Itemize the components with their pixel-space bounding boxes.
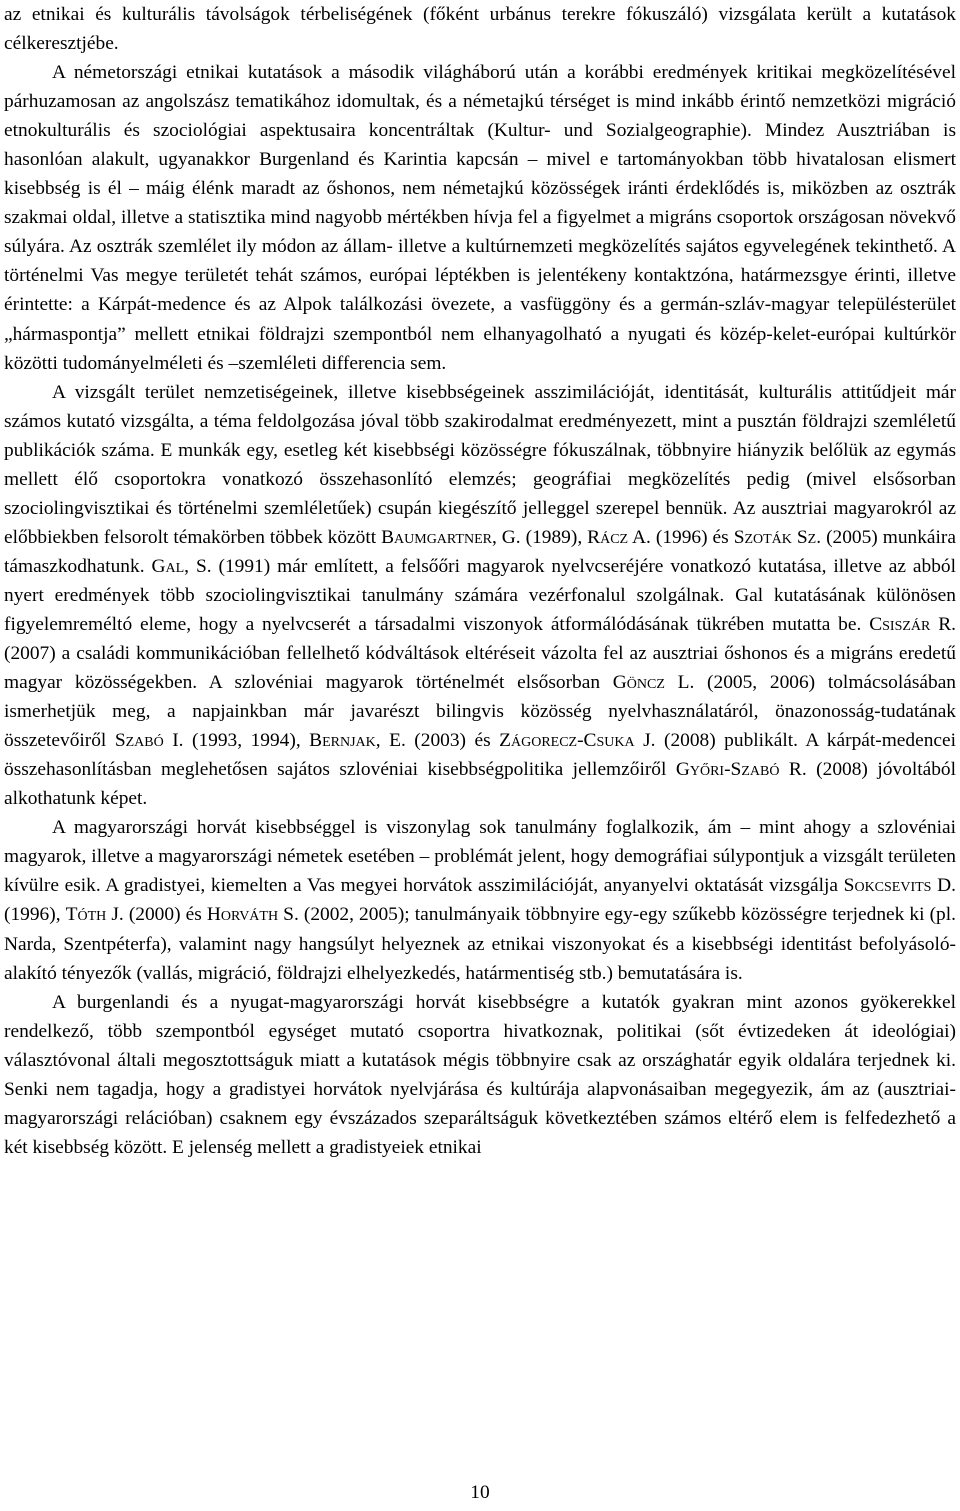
body-paragraph: [4, 0, 956, 58]
body-paragraph: [4, 378, 956, 814]
author-name: Gal: [151, 555, 185, 577]
text-run: . (2005) munkáira támaszkodhatunk.: [4, 526, 956, 577]
author-name: Baumgartner: [381, 526, 492, 548]
text-run: , G. (1989),: [491, 526, 588, 548]
text-run: , E. (2003) és: [375, 730, 500, 752]
text-run: L. (2005, 2006) tolmácsolásában ismerhetjük meg, a napjainkban már javarészt bilingvis közösség nyelvhasználatáról, önazonosság-tudatának összetevőiről: [4, 672, 956, 752]
text-run: , S. (1991) már említett, a felsőőri magyarok nyelvcseréjére vonatkozó kutatása, illetve az abból nyert eredmények több szociolingvisztikai tanulmány számára vezérfonalul szolgálnak. Gal kutatásának különösen figyelemreméltó eleme, hogy a nyelvcserét a társadalmi viszonyok átformálódásának tükrében mutatta be.: [4, 555, 956, 635]
text-run: R. (2007) a családi kommunikációban fellelhető kódváltások eltéréseit vázolta fel az ausztriai őshonos és a migráns eredetű magyar közösségekben. A szlovéniai magyarok történelmét elsősorban: [4, 613, 956, 694]
author-name: Rácz: [587, 526, 629, 548]
author-name: Horváth: [206, 904, 279, 926]
body-paragraph: [4, 988, 956, 1162]
text-run: J. (2008) publikált. A kárpát-medencei összehasonlításban meglehetősen sajátos szlovéniai kisebbségpolitika jellemzőiről: [4, 730, 956, 781]
text-run: A németországi etnikai kutatások a második világháború után a korábbi eredmények kritikai megközelítésével párhuzamosan az angolszász tematikához idomultak, és a németajkú térséget is mind inkább érintő nemzetközi migráció etnokulturális és szociológiai aspektusaira koncentráltak (Kultur- und Sozialgeographie). Mindez Ausztriában is hasonlóan alakult, ugyanakkor Burgenland és Karintia kapcsán – mivel e tartományokban több hivatalosan elismert kisebbség is él – máig élénk maradt az őshonos, nem németajkú közösségek iránti érdeklődés is, miközben az osztrák szakmai oldal, illetve a statisztika mind nagyobb mértékben hívja fel a figyelmet a migráns csoportok országosan növekvő súlyára. Az osztrák szemlélet ily módon az állam- illetve a kultúrnemzeti megközelítés sajátos egyvelegének tekinthető. A történelmi Vas megye területét tehát számos, európai léptékben is jelentékeny kontaktzóna, határmezsgye érinti, illetve érintette: a Kárpát-medence és az Alpok találkozási övezete, a vasfüggöny és a germán-szláv-magyar településterület „hármaspontja” mellett etnikai földrajzi szempontból nem elhanyagolható a nyugati és közép-kelet-európai kultúrkör közötti tudományelméleti és –szemléleti differencia sem.: [4, 62, 956, 374]
author-name: Csiszár: [869, 613, 931, 635]
text-run: R. (2008) jóvoltából alkothatunk képet.: [4, 759, 956, 810]
author-name: Sokcsevits: [843, 875, 932, 897]
author-name: Bernjak: [309, 730, 376, 752]
text-run: D. (1996),: [4, 875, 956, 926]
text-run: A vizsgált terület nemzetiségeinek, illetve kisebbségeinek asszimilációját, identitását, kulturális attitűdjeit már számos kutató vizsgálta, a téma feldolgozása jóval több szakirodalmat eredményezett, mint a pusztán földrajzi szemléletű publikációk száma. E munkák egy, esetleg két kisebbségi közösségre fókuszálnak, többnyire hiányzik belőlük az egymás mellett élő csoportokra vonatkozó összehasonlító elemzés; geográfiai megközelítés pedig (mivel elsősorban szociolingvisztikai és történelmi szemléletűek) csupán kiegészítő jelleggel szerepel bennük. Az ausztriai magyarokról az előbbiekben felsorolt témakörben többek között: [4, 381, 956, 548]
author-name: Szabó: [114, 730, 164, 752]
author-name: Zágorecz-Csuka: [499, 730, 635, 752]
author-name: Szoták Sz: [733, 526, 817, 548]
author-name: Tóth: [65, 904, 107, 926]
body-paragraph: [4, 813, 956, 987]
document-page: [4, 0, 956, 1162]
text-run: I. (1993, 1994),: [163, 730, 310, 752]
author-name: Győri-Szabó: [675, 759, 780, 781]
text-run: S. (2002, 2005); tanulmányaik többnyire egy-egy szűkebb közösségre terjednek ki (pl. Narda, Szentpéterfa), valamint nagy hangsúlyt helyeznek az etnikai viszonyokat és a kisebbségi identitást befolyásoló-alakító tényezők (vallás, migráció, földrajzi elhelyezkedés, határmentiség stb.) bemutatására is.: [4, 904, 956, 984]
text-run: A burgenlandi és a nyugat-magyarországi horvát kisebbségre a kutatók gyakran mint azonos gyökerekkel rendelkező, több szempontból egységet mutató csoportra hivatkoznak, politikai (sőt évtizedeken át ideológiai) választóvonal általi megosztottságuk miatt a kutatások mégis többnyire csak az országhatár egyik oldalára terjednek ki. Senki nem tagadja, hogy a gradistyei horvátok nyelvjárása és kultúrája alapvonásaiban megegyezik, ám az (ausztriai-magyarországi relációban) csaknem egy évszázados szeparáltságuk következtében számos eltérő elem is felfedezhető a két kisebbség között. E jelenség mellett a gradistyeiek etnikai: [4, 991, 956, 1158]
text-run: az etnikai és kulturális távolságok térbeliségének (főként urbánus terekre fókuszáló) vizsgálata került a kutatások célkeresztjébe.: [4, 4, 956, 55]
text-run: A magyarországi horvát kisebbséggel is viszonylag sok tanulmány foglalkozik, ám – mint ahogy a szlovéniai magyarok, illetve a magyarországi németek esetében – problémát jelent, hogy demográfiai súlypontjuk a vizsgált területen kívülre esik. A gradistyei, kiemelten a Vas megyei horvátok asszimilációját, anyanyelvi oktatását vizsgálja: [4, 817, 956, 897]
author-name: Göncz: [612, 672, 665, 694]
text-run: A. (1996) és: [628, 526, 734, 548]
text-run: J. (2000) és: [106, 904, 207, 926]
page-number: 10: [470, 1482, 490, 1503]
body-paragraph: [4, 58, 956, 378]
